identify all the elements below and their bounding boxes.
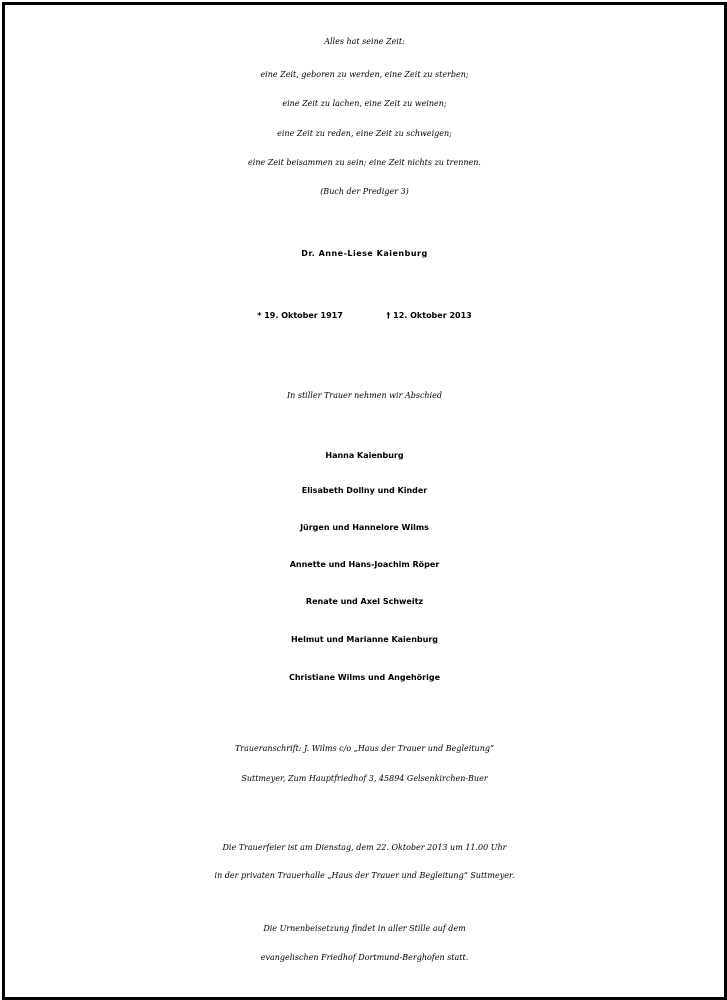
life-dates: [5, 311, 724, 320]
mourner-name: Annette und Hans-Joachim Röper: [289, 560, 440, 569]
mourner-name: Jürgen und Hannelore Wilms: [300, 523, 429, 532]
birth-date: * 19. Oktober 1917: [257, 311, 343, 320]
mourner-name: Hanna Kaienburg: [325, 451, 404, 460]
death-date: † 12. Oktober 2013: [386, 311, 472, 320]
verse-line: eine Zeit beisammen zu sein; eine Zeit nichts zu trennen.: [248, 158, 481, 167]
obituary-notice: [2, 2, 727, 1000]
ceremony-info-line: in der privaten Trauerhalle „Haus der Trauer und Begleitung“ Suttmeyer.: [214, 871, 515, 880]
burial-info-line: evangelischen Friedhof Dortmund-Berghofen statt.: [260, 953, 469, 962]
mourning-address-line: Suttmeyer, Zum Hauptfriedhof 3, 45894 Gelsenkirchen-Buer: [241, 774, 488, 783]
mourner-name: Elisabeth Dollny und Kinder: [301, 486, 428, 495]
mourner-name: Christiane Wilms und Angehörige: [288, 673, 441, 682]
ceremony-info-line: Die Trauerfeier ist am Dienstag, dem 22. Oktober 2013 um 11.00 Uhr: [222, 843, 507, 852]
verse-line: eine Zeit zu reden, eine Zeit zu schweigen;: [277, 129, 452, 138]
deceased-name: Dr. Anne-Liese Kaienburg: [301, 249, 428, 258]
farewell-intro: In stiller Trauer nehmen wir Abschied: [286, 391, 442, 400]
mourning-address-line: Traueranschrift: J. Wilms c/o „Haus der Trauer und Begleitung“: [234, 744, 495, 753]
verse-line: eine Zeit zu lachen, eine Zeit zu weinen;: [282, 99, 447, 108]
verse-line: Alles hat seine Zeit:: [324, 37, 405, 46]
verse-line: eine Zeit, geboren zu werden, eine Zeit zu sterben;: [260, 70, 469, 79]
verse-source: (Buch der Prediger 3): [320, 187, 409, 196]
mourner-name: Renate und Axel Schweitz: [305, 597, 424, 606]
mourner-name: Helmut und Marianne Kaienburg: [290, 635, 438, 644]
burial-info-line: Die Urnenbeisetzung findet in aller Stille auf dem: [263, 924, 466, 933]
